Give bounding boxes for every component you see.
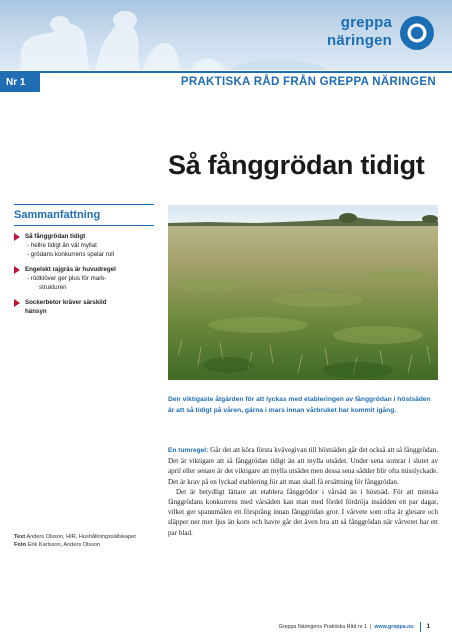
text-credit-value: Anders Olsson, HIR, Hushållningssällskapet (26, 534, 136, 540)
photo-credit-label: Foto (14, 542, 27, 548)
footer-url-link[interactable]: www.greppa.nu (374, 624, 414, 630)
body-text (168, 445, 438, 538)
body-paragraph (168, 445, 438, 487)
body-paragraph-text: Går det att köra första kvävegivan till höstsäden går det också att så fånggrödan. Det är viktigare att så fånggrödan tidigt än att mylla utsädet. Under sena somrar i slutet av april eller senare är det viktigare att mylla utsädet men dessa sena sådder blir ofta misslyckade. Det är krav på en lyckad etablering för att man skall få ersättning för fånggrödan. (168, 446, 439, 486)
footer-publication: Greppa Näringens Praktiska Råd nr 1 (278, 624, 368, 630)
summary-item-sub: - rödklöver ger plus för mark- (27, 275, 107, 282)
summary-item (14, 265, 154, 292)
logo-line1: greppa (340, 14, 392, 31)
issue-number-tab: Nr 1 (0, 73, 40, 92)
logo-line2: näringen (327, 32, 392, 49)
credits (14, 533, 154, 549)
body-paragraph: Det är betydligt lättare att etablera fånggrödor i vårsäd än i höstsäd. För att minska fånggrödans konkurrens med vårsäden kan man med fördel fördröja insådden ett par dagar, vilket ger spannmålen ett försprång innan fånggrödan gror. I vårvete som ofta är glesare och släpper ner mer ljus än korn och havre går det även bra att så fånggrödan när vårvetet har ett par blad. (168, 487, 438, 537)
series-band (0, 71, 452, 96)
summary-item-title: Sockerbetor kräver särskild (25, 299, 107, 306)
page-title: Så fånggrödan tidigt (168, 150, 425, 180)
intro-text: Den viktigaste åtgärden för att lyckas med etableringen av fånggrödan i höstsäden är att så tidigt på våren, gärna i mars innan vårbruket har kommit igång. (168, 396, 431, 414)
arrow-right-icon (14, 266, 20, 274)
field-photo (168, 205, 438, 380)
summary-item-title: Så fånggrödan tidigt (25, 233, 86, 240)
summary-item-sub: - hellre tidigt än väl myllat (27, 242, 97, 249)
series-title: PRAKTISKA RÅD FRÅN GREPPA NÄRINGEN (180, 76, 436, 88)
summary-heading: Sammanfattning (14, 209, 154, 226)
arrow-right-icon (14, 299, 20, 307)
summary-item (14, 298, 154, 316)
summary-item (14, 232, 154, 259)
summary-box (14, 204, 154, 316)
photo-credit (14, 541, 154, 549)
tumregel-lead: En tumregel: (168, 447, 209, 454)
text-credit-label: Text (14, 534, 26, 540)
summary-item-sub: strukturen (39, 284, 67, 291)
arrow-right-icon (14, 233, 20, 241)
summary-item-sub: - grödans konkurrens spelar roll (27, 251, 115, 258)
greppa-logo-icon (398, 14, 436, 52)
summary-item-title: Engelskt rajgräs är huvudregel (25, 266, 116, 273)
summary-item-sub: hänsyn (25, 308, 47, 315)
greppa-logo (318, 12, 438, 56)
header-banner (0, 0, 452, 70)
photo-credit-value: Erik Karlsson, Anders Olsson (27, 542, 101, 548)
footer-divider (420, 622, 421, 632)
page-number: 1 (426, 624, 430, 630)
cows-illustration (0, 0, 330, 70)
text-credit (14, 533, 154, 541)
page-footer: Greppa Näringens Praktiska Råd nr 1 | www.greppa.nu 1 (278, 624, 430, 630)
